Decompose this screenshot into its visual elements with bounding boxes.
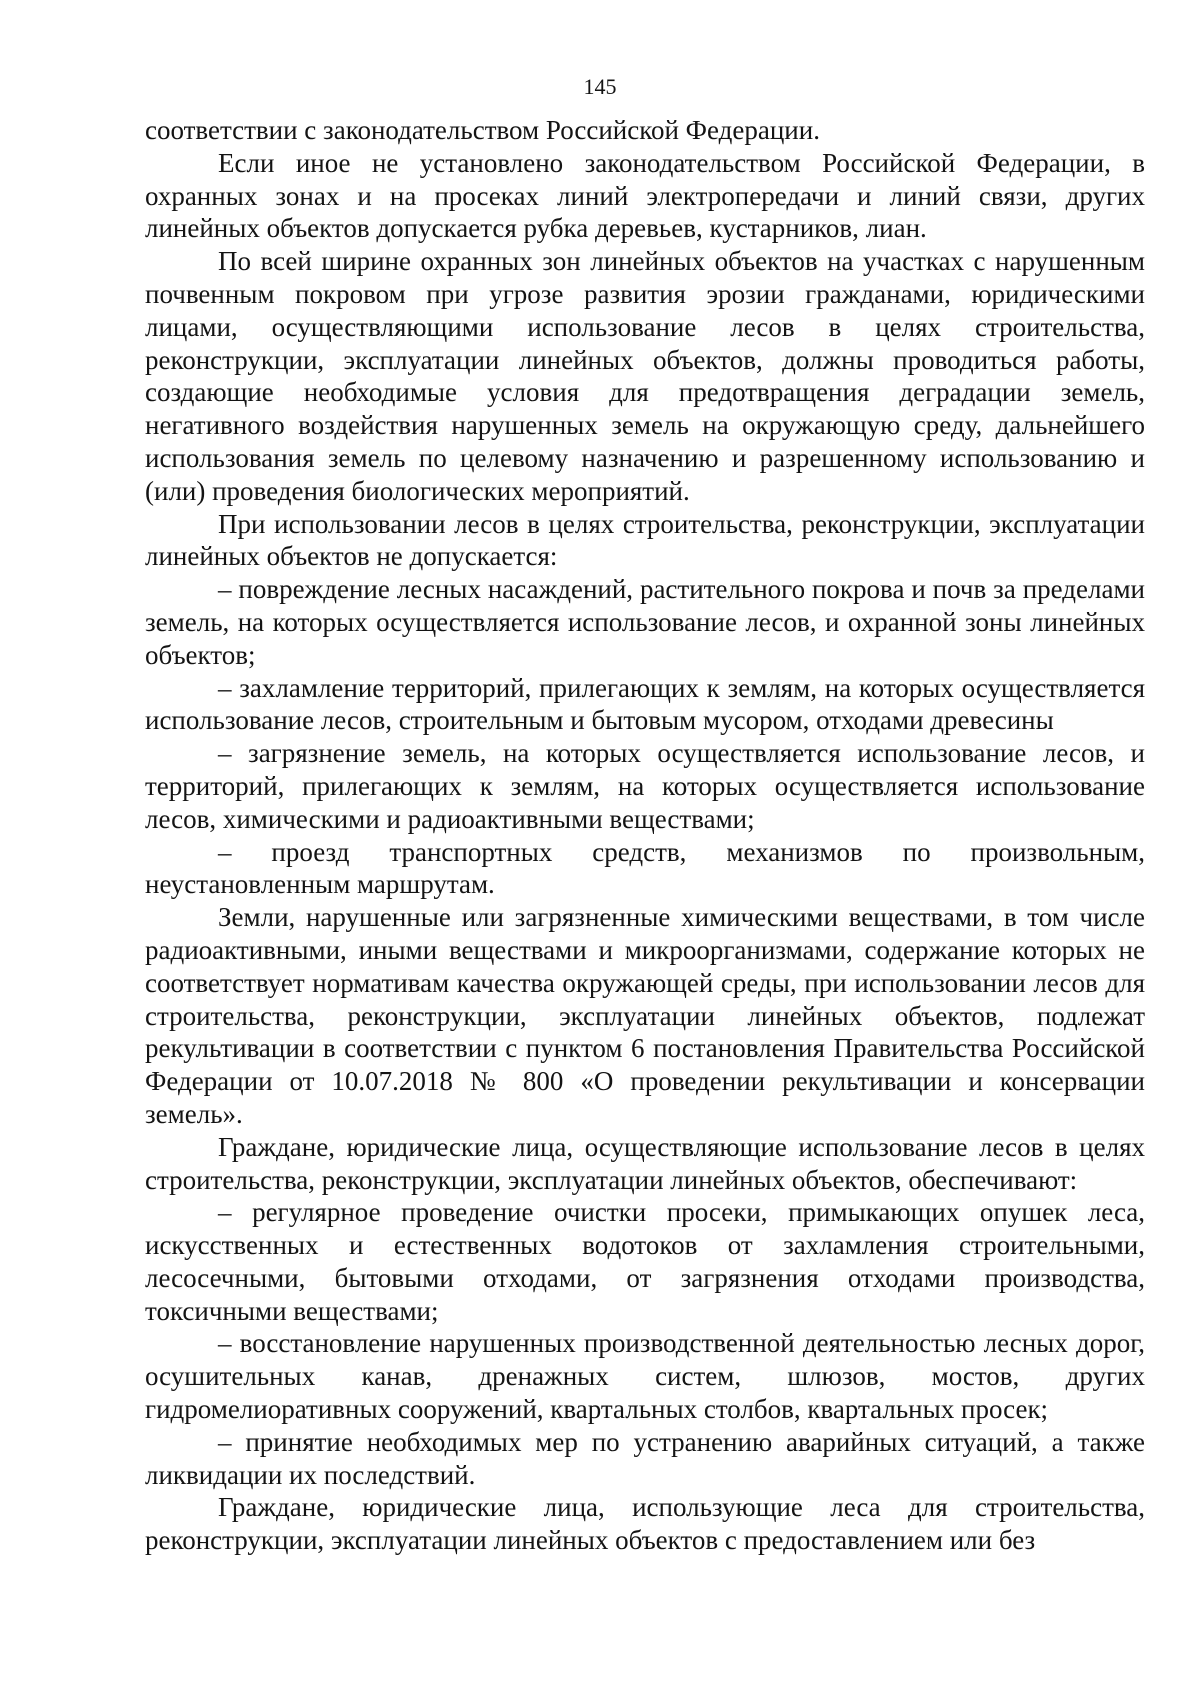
paragraph-logging-in-protected-zones: Если иное не установлено законодательством Российской Федерации, в охранных зонах и на просеках линий электропередачи и линий связи, других линейных объектов допускается рубка деревьев, кустарников, лиан.	[145, 147, 1145, 244]
paragraph-obligations-intro: Граждане, юридические лица, осуществляющие использование лесов в целях строительства, реконструкции, эксплуатации линейных объектов, обеспечивают:	[145, 1131, 1145, 1195]
list-item-pollution-prohibition: – загрязнение земель, на которых осуществляется использование лесов, и территорий, прилегающих к землям, на которых осуществляется использование лесов, химическими и радиоактивными веществами;	[145, 738, 1145, 834]
list-item-clearing-obligation: – регулярное проведение очистки просеки, примыкающих опушек леса, искусственных и естественных водотоков от захламления строительными, лесосечными, бытовыми отходами, от загрязнения отходами производства, токсичными веществами;	[145, 1197, 1145, 1326]
list-item-emergency-obligation: – принятие необходимых мер по устранению аварийных ситуаций, а также ликвидации их последствий.	[145, 1426, 1145, 1490]
paragraph-continues-next-page: Граждане, юридические лица, использующие леса для строительства, реконструкции, эксплуатации линейных объектов с предоставлением или без	[145, 1492, 1145, 1556]
paragraph-erosion-protection-works: По всей ширине охранных зон линейных объектов на участках с нарушенным почвенным покровом при угрозе развития эрозии гражданами, юридическими лицами, осуществляющими использование лесов в целях строительства, реконструкции, эксплуатации линейных объектов, должны проводиться работы, создающие необходимые условия для предотвращения деградации земель, негативного воздействия нарушенных земель на окружающую среду, дальнейшего использования земель по целевому назначению и разрешенному использованию и (или) проведения биологических мероприятий.	[145, 246, 1145, 506]
list-item-restoration-obligation: – восстановление нарушенных производственной деятельностью лесных дорог, осушительных канав, дренажных систем, шлюзов, мостов, других гидромелиоративных сооружений, квартальных столбов, квартальных просек;	[145, 1328, 1145, 1425]
paragraph-land-recultivation: Земли, нарушенные или загрязненные химическими веществами, в том числе радиоактивными, иными веществами и микроорганизмами, содержание которых не соответствует нормативам качества окружающей среды, при использовании лесов для строительства, реконструкции, эксплуатации линейных объектов, подлежат рекультивации в соответствии с пунктом 6 постановления Правительства Российской Федерации от 10.07.2018 № 800 «О проведении рекультивации и консервации земель».	[145, 902, 1145, 1129]
paragraph-continuation: соответствии с законодательством Российской Федерации.	[145, 115, 820, 145]
paragraph-prohibitions-intro: При использовании лесов в целях строительства, реконструкции, эксплуатации линейных объектов не допускается:	[145, 508, 1145, 572]
body-text	[145, 114, 1145, 1557]
list-item-damage-prohibition: – повреждение лесных насаждений, растительного покрова и почв за пределами земель, на которых осуществляется использование лесов, и охранной зоны линейных объектов;	[145, 574, 1145, 670]
page-number: 145	[583, 74, 617, 99]
list-item-littering-prohibition: – захламление территорий, прилегающих к землям, на которых осуществляется использование лесов, строительным и бытовым мусором, отходами древесины	[145, 672, 1145, 736]
list-item-vehicle-passage-prohibition: – проезд транспортных средств, механизмов по произвольным, неустановленным маршрутам.	[145, 836, 1145, 900]
